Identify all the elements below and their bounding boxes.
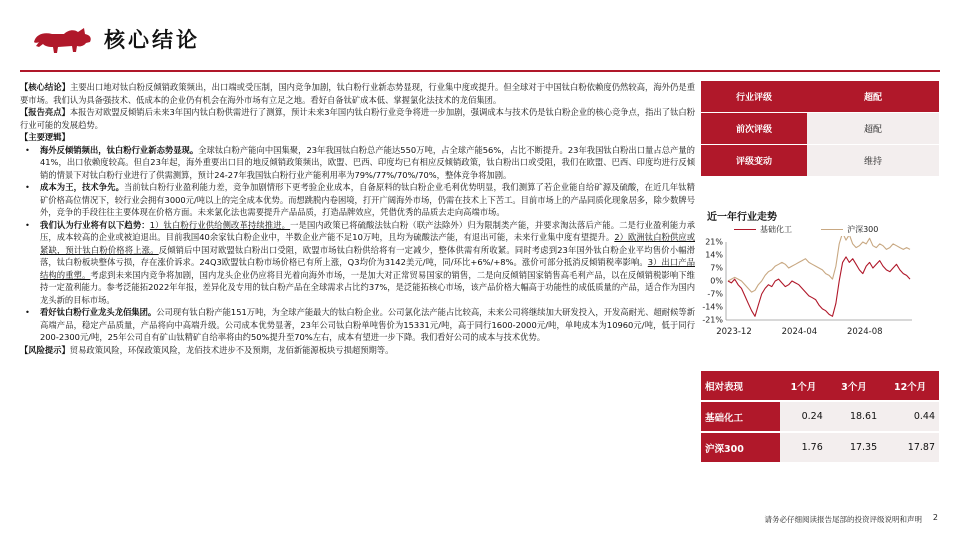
y-tick-label: 0% — [710, 276, 723, 286]
x-tick-label: 2024-08 — [847, 327, 883, 337]
logic-item-head: 我们认为行业将有以下趋势： — [40, 219, 150, 230]
y-tick-label: 7% — [710, 263, 723, 273]
logic-item-longbai — [20, 306, 695, 344]
x-tick-label: 2024-04 — [781, 327, 818, 337]
logic-item-head: 海外反倾销频出，钛白粉行业新态势显现。 — [40, 144, 199, 155]
chart-legend — [734, 224, 878, 235]
rating-row — [701, 145, 939, 177]
perf-header: 1个月 — [780, 371, 827, 401]
core-conclusion — [20, 81, 695, 106]
logic-list — [20, 144, 695, 344]
legend-label-hs300: 沪深300 — [847, 225, 879, 234]
footer-disclaimer: 请务必仔细阅读报告尾部的投资评级说明和声明 — [764, 515, 922, 524]
perf-header: 12个月 — [881, 371, 939, 401]
rating-key: 前次评级 — [701, 113, 807, 145]
perf-header: 3个月 — [827, 371, 881, 401]
risk-text: 贸易政策风险，环保政策风险，龙佰技术进步不及预期，龙佰新能源板块亏损超预期等。 — [69, 344, 394, 355]
trend-2-title: 2）欧洲钛白粉供应或紧缺，预计钛白粉价格将上涨。 — [40, 232, 696, 255]
perf-row-name: 沪深300 — [701, 432, 780, 463]
trend-3-title: 3）出口产品结构的重塑。 — [40, 257, 695, 280]
logic-item-text: 当前钛白粉行业盈利能力差，竞争加剧情形下更考验企业成本，自备原料的钛白粉企业毛利优势明显，我们测算了若企业能自给矿源及硫酸，在近几年钛精矿价格高位情况下，较行业会拥有3000元/吨以上的完全成本优势。而想跳脱内卷困境，打开广阔海外市场，仍需在技术上下苦工。目前市场上的产品同质化现象居多，除少数牌号外，竞争的手段往往主要体现在价格方面。未来氯化法也需要提升产品品质，打造品牌效应，凭借优秀的品质去走向高端市场。 — [40, 182, 695, 217]
perf-row-name: 基础化工 — [701, 401, 780, 432]
page-title: 核心结论 — [104, 28, 200, 52]
industry-trend-chart — [698, 236, 928, 348]
title-divider — [20, 70, 940, 72]
relative-performance-table — [701, 371, 939, 464]
perf-row — [701, 432, 939, 463]
trend-2-text: 反倾销后中国对欧盟钛白粉出口受阻，欧盟市场钛白粉供给将有一定减少，整体供需有所收紧。同时考虑到23年国外钛白粉企业平均售价小幅滑落，钛白粉板块整体亏损，存在涨价诉求。24Q3欧盟钛白粉市场价格已有所上涨，Q3均价为3142美元/吨，同/环比+6%/+8%。涨价可部分抵消反倾销税率影响。 — [40, 244, 695, 267]
bull-logo-icon — [30, 22, 94, 56]
risk-label: 【风险提示】 — [20, 344, 70, 355]
legend-swatch-chem — [734, 229, 756, 230]
x-tick-label: 2023-12 — [716, 327, 752, 337]
y-tick-label: 14% — [705, 250, 723, 260]
conclusion-body — [20, 81, 695, 356]
series-line-hs300 — [728, 236, 910, 292]
perf-cell: 0.44 — [881, 401, 939, 432]
logic-heading — [20, 131, 695, 144]
logic-label: 【主要逻辑】 — [20, 132, 70, 142]
page-number: 2 — [932, 513, 938, 522]
highlight-label: 【报告亮点】 — [20, 107, 70, 117]
rating-table — [701, 81, 939, 177]
risk-warning — [20, 344, 695, 357]
y-tick-label: -14% — [702, 302, 723, 312]
logic-item-trends — [20, 219, 695, 307]
y-tick-label: -7% — [707, 289, 723, 299]
perf-cell: 17.87 — [881, 432, 939, 463]
core-label: 【核心结论】 — [20, 82, 71, 92]
chart-title: 近一年行业走势 — [707, 212, 777, 223]
rating-row — [701, 113, 939, 145]
rating-row — [701, 81, 939, 113]
core-text: 主要出口地对钛白粉反倾销政策频出，出口端或受压制，国内竞争加剧，钛白粉行业新态势显现，行业集中度或提升。但全球对于中国钛白粉依赖度仍然较高，海外仍是重要市场。我们认为具备强技术、低成本的企业仍有机会在海外市场有立足之地。看好自备钛矿成本低、掌握氯化法技术的龙佰集团。 — [20, 82, 695, 105]
highlight-text: 本报告对欧盟反倾销后未来3年国内钛白粉供需进行了测算，预计未来3年国内钛白粉行业竞争将进一步加剧，强调成本与技术仍是钛白粉企业的核心竞争点，指出了钛白粉行业可能的发展趋势。 — [20, 107, 695, 130]
perf-cell: 17.35 — [827, 432, 881, 463]
legend-label-chem: 基础化工 — [760, 225, 792, 234]
perf-cell: 18.61 — [827, 401, 881, 432]
perf-row — [701, 401, 939, 432]
logic-item-text: 公司现有钛白粉产能151万吨，为全球产能最大的钛白粉企业。公司氯化法产能占比较高，未来公司将继续加大研发投入，开发高耐光、超耐候等新高端产品，稳定产品质量，产品将向中高端升级。公司成本优势显著，23年公司钛白粉单吨售价为15331元/吨，高于同行1600-2000元/吨，单吨成本为10960元/吨，低于同行200-2300元/吨，25年公司自有矿山钛精矿自给率将由约50%提升至70%左右，成本有望进一步下降。我们看好公司的成本与技术优势。 — [40, 307, 695, 342]
rating-value: 超配 — [807, 81, 939, 113]
perf-cell: 1.76 — [780, 432, 827, 463]
logic-item-cost — [20, 181, 695, 219]
series-line-chem — [728, 257, 910, 316]
logic-item-head: 成本为王，技术争先。 — [40, 182, 124, 192]
rating-value: 维持 — [807, 145, 939, 177]
trend-3-text: 考虑到未来国内竞争将加剧，国内龙头企业仍应将目光着向海外市场，一是加大对正常贸易国家的销售，二是向反倾销国家销售高毛利产品，以在反倾销税影响下维持一定盈利能力。参考泛能拓2022年年报，差异化及专用的钛白粉产品在全球需求占比约37%，是泛能拓核心市场，该产品价格大幅高于功能性的成低质量的产品，适合作为国内龙头新的目标市场。 — [40, 269, 695, 305]
legend-swatch-hs300 — [821, 229, 843, 230]
trend-1-title: 1）钛白粉行业供给侧改革持续推进。 — [149, 219, 291, 230]
y-tick-label: -21% — [702, 315, 723, 325]
logic-item-antidumping — [20, 144, 695, 182]
perf-header: 相对表现 — [701, 371, 780, 401]
y-tick-label: 21% — [705, 237, 723, 247]
rating-key: 行业评级 — [701, 81, 807, 113]
logic-item-head: 看好钛白粉行业龙头龙佰集团。 — [40, 307, 157, 317]
rating-value: 超配 — [807, 113, 939, 145]
perf-cell: 0.24 — [780, 401, 827, 432]
logic-item-text: 全球钛白粉产能向中国集聚，23年我国钛白粉总产能达550万吨，占全球产能56%，占比不断提升。23年我国钛白粉出口量占总产量的41%，出口依赖度较高。但自23年起，海外重要出口目的地反倾销政策频出，欧盟、巴西、印度均已有相应反倾销政策，钛白粉出口或受阻，我们在欧盟、巴西、印度均进行反倾销的情景下对钛白粉行业进行了供需测算，预计24-27年我国钛白粉行业产能利用率为79%/77%/70%/70%，整体竞争将加剧。 — [40, 144, 695, 180]
report-highlight — [20, 106, 695, 131]
rating-key: 评级变动 — [701, 145, 807, 177]
perf-header-row — [701, 371, 939, 401]
trend-1-text: 一是国内政策已将硫酸法钛白粉（联产法除外）归为限制类产能，并要求淘汰落后产能。二是行业盈利能力承压，成本较高的企业或被迫退出。目前我国40余家钛白粉企业中，半数企业产能不足10万吨，且均为硫酸法产能，有退出可能，未来行业集中度有望提升。 — [40, 219, 695, 242]
